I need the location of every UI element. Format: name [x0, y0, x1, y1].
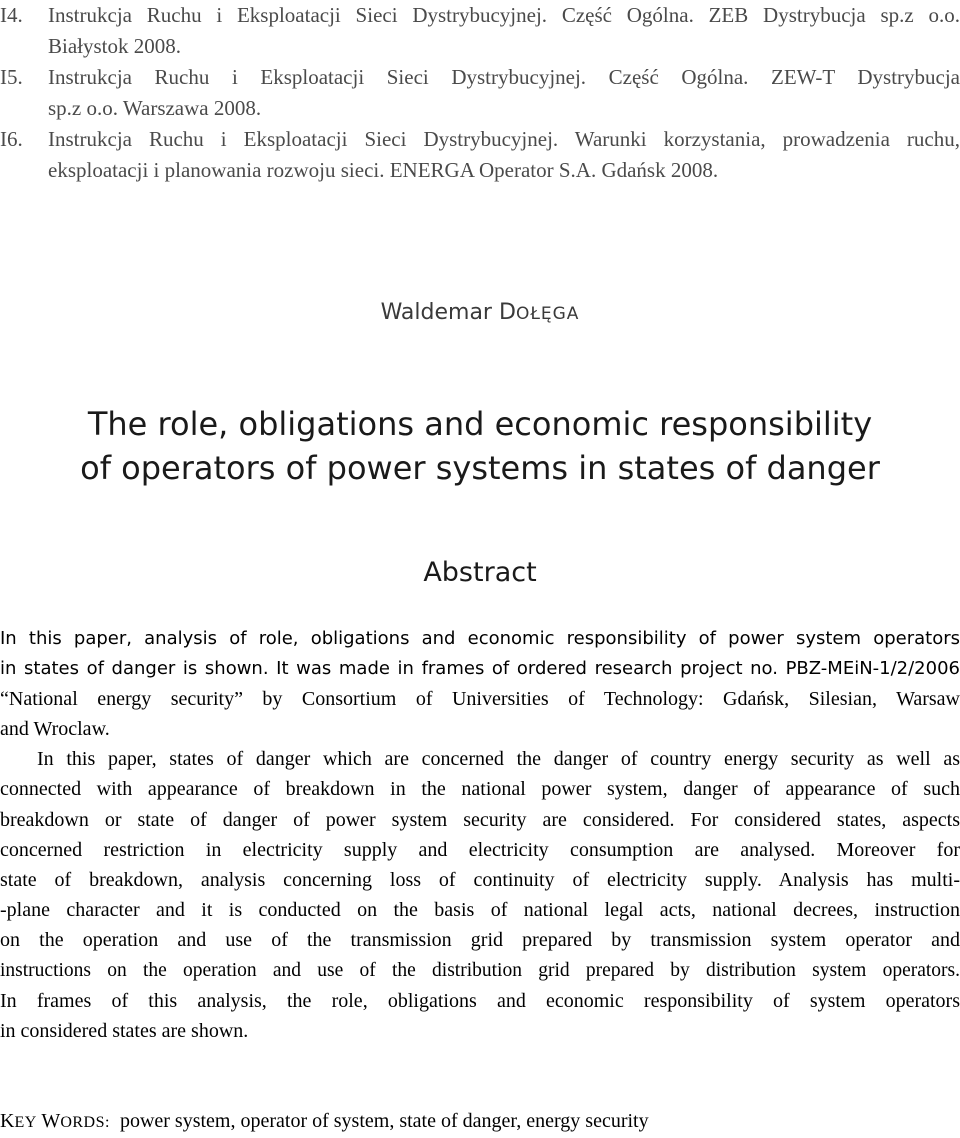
- paper-title-line: of operators of power systems in states of danger: [80, 449, 880, 487]
- abstract-line: in states of danger is shown. It was made in frames of ordered research project no. PBZ-MEiN-1/2/2006: [0, 658, 960, 679]
- abstract-line: on the operation and use of the transmission grid prepared by transmission system operator and: [0, 929, 960, 951]
- abstract-line: In frames of this analysis, the role, obligations and economic responsibility of system operators: [0, 990, 960, 1012]
- reference-text-line: Białystok 2008.: [48, 34, 182, 58]
- reference-number: I4.: [0, 3, 23, 27]
- paper-title-line: The role, obligations and economic responsibility: [87, 405, 873, 443]
- abstract-line: concerned restriction in electricity supply and electricity consumption are analysed. Moreover for: [0, 839, 960, 861]
- author-name: [0, 298, 960, 329]
- abstract-line: In this paper, analysis of role, obligations and economic responsibility of power system operators: [0, 628, 960, 649]
- keywords-label: KEY WORDS:: [0, 1110, 110, 1132]
- abstract-line: in considered states are shown.: [0, 1020, 249, 1042]
- abstract-line: connected with appearance of breakdown in the national power system, danger of appearance of such: [0, 778, 960, 800]
- abstract-line: and Wroclaw.: [0, 718, 110, 740]
- keywords-text: power system, operator of system, state of danger, energy security: [119, 1110, 649, 1132]
- reference-text-line: Instrukcja Ruchu i Eksploatacji Sieci Dystrybucyjnej. Część Ogólna. ZEB Dystrybucja sp.z o.o.: [48, 3, 960, 27]
- abstract-heading: Abstract: [423, 557, 537, 588]
- reference-number: I5.: [0, 65, 23, 89]
- reference-text-line: Instrukcja Ruchu i Eksploatacji Sieci Dystrybucyjnej. Warunki korzystania, prowadzenia ruchu,: [48, 127, 960, 151]
- abstract-line: instructions on the operation and use of the distribution grid prepared by distribution system operators.: [0, 960, 960, 981]
- abstract-line: breakdown or state of danger of power system security are considered. For considered states, aspects: [0, 809, 960, 831]
- abstract-line: -plane character and it is conducted on the basis of national legal acts, national decrees, instruction: [0, 899, 960, 921]
- author-first-name: Waldemar: [380, 300, 492, 325]
- reference-text-line: Instrukcja Ruchu i Eksploatacji Sieci Dystrybucyjnej. Część Ogólna. ZEW-T Dystrybucja: [48, 65, 960, 89]
- paper-title: [0, 402, 960, 490]
- reference-text-line: sp.z o.o. Warszawa 2008.: [48, 96, 262, 120]
- keywords: [0, 1106, 960, 1138]
- abstract-line: “National energy security” by Consortium of Universities of Technology: Gdańsk, Silesian, Warsaw: [0, 688, 960, 710]
- abstract-line: state of breakdown, analysis concerning loss of continuity of electricity supply. Analysis has multi-: [0, 869, 960, 891]
- reference-text-line: eksploatacji i planowania rozwoju sieci. ENERGA Operator S.A. Gdańsk 2008.: [48, 158, 719, 182]
- author-last-name: DOŁĘGA: [498, 300, 580, 325]
- abstract-line: In this paper, states of danger which are concerned the danger of country energy security as well as: [37, 748, 960, 770]
- reference-number: I6.: [0, 127, 23, 151]
